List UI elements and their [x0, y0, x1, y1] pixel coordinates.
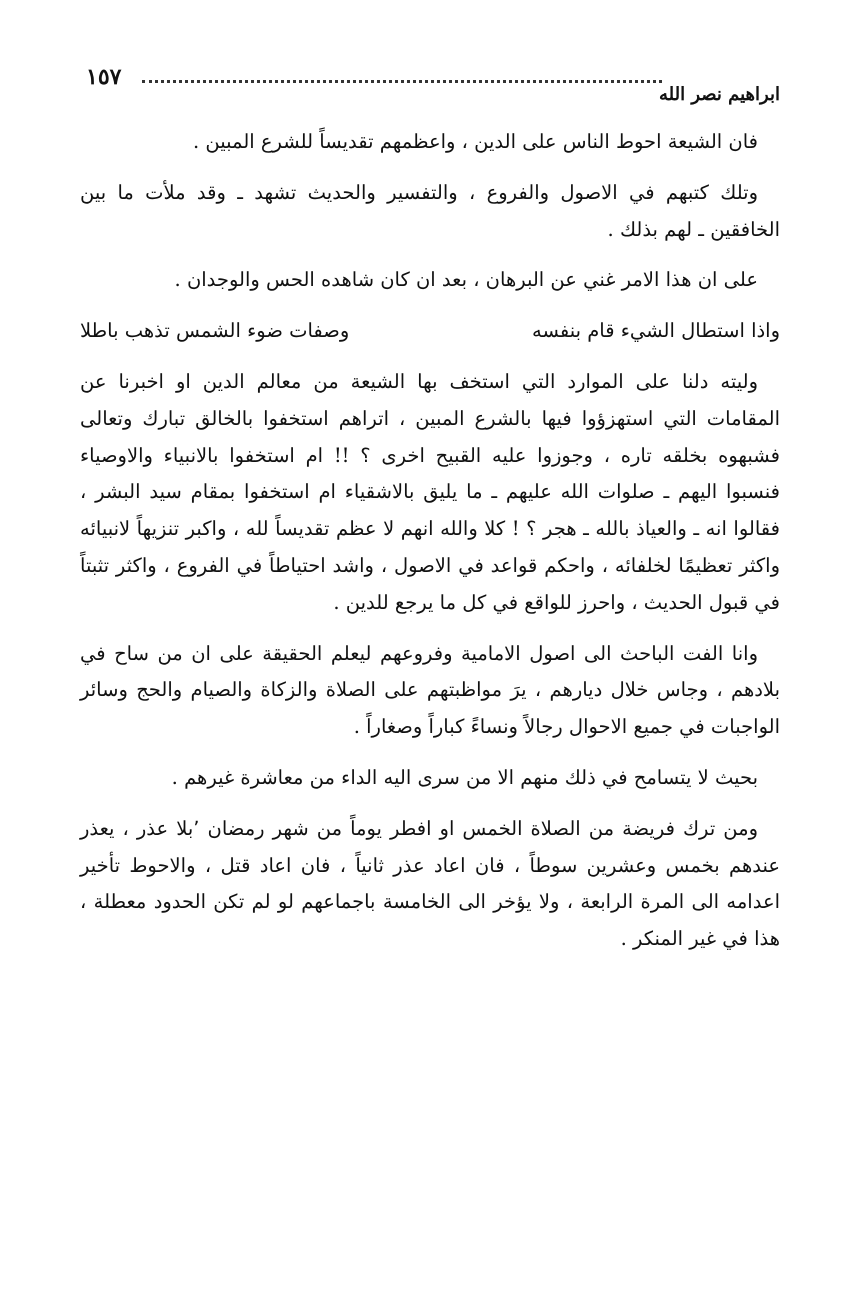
paragraph-7: ومن ترك فريضة من الصلاة الخمس او افطر يوماً من شهر رمضان ٬بلا عذر ، يعذر عندهم بخمس وعشرين سوطاً ، فان اعاد عذر ثانياً ، فان اعاد قتل ، والاحوط تأخير اعدامه الى المرة الرابعة ، ولا يؤخر الى الخامسة باجماعهم لو لم تكن الحدود معطلة ، هذا في غير المنكر .: [80, 816, 780, 951]
leader-dots: [142, 66, 662, 83]
running-title: ابراهيم نصر الله: [658, 84, 780, 105]
paragraph-1: فان الشيعة احوط الناس على الدين ، واعظمهم تقديساً للشرع المبين .: [193, 130, 758, 153]
body-text: [80, 124, 780, 958]
running-head: [80, 58, 780, 105]
book-page: [80, 58, 780, 972]
verse-second-hemistich: وصفات ضوء الشمس تذهب باطلا: [80, 319, 350, 343]
paragraph-2: وتلك كتبهم في الاصول والفروع ، والتفسير والحديث تشهد ـ وقد ملأت ما بين الخافقين ـ لهم بذلك .: [80, 180, 780, 241]
paragraph-3: على ان هذا الامر غني عن البرهان ، بعد ان كان شاهده الحس والوجدان .: [174, 268, 758, 292]
paragraph-4: وليته دلنا على الموارد التي استخف بها الشيعة من معالم الدين او اخبرنا عن المقامات التي استهزؤوا فيها بالشرع المبين ، اتراهم استخفوا بالخالق تبارك وتعالى فشبهوه بخلقه تاره ، وجوزوا عليه القبيح اخرى ؟ !! ام استخفوا بالانبياء والاوصياء فنسبوا اليهم ـ صلوات الله عليهم ـ ما يليق بالاشقياء ام استخفوا بمقام سيد البشر ، فقالوا انه ـ والعياذ بالله ـ هجر ؟ ! كلا والله انهم لا عظم تقديساً لله ، واكبر تنزيهاً لانبيائه واكثر تعظيمًا لخلفائه ، واحكم قواعد في الاصول ، واشد احتياطاً في الفروع ، واكثر تثبتاً في قبول الحديث ، واحرز للواقع في كل ما يرجع للدين .: [80, 369, 780, 614]
page-number: ١٥٧: [86, 64, 122, 90]
paragraph-6: بحيث لا يتسامح في ذلك منهم الا من سرى اليه الداء من معاشرة غيرهم .: [171, 765, 758, 789]
verse-first-hemistich: واذا استطال الشيء قام بنفسه: [531, 319, 780, 343]
paragraph-5: وانا الفت الباحث الى اصول الامامية وفروعهم ليعلم الحقيقة على ان من ساح في بلادهم ، وجاس خلال ديارهم ، يرَ مواظبتهم على الصلاة والزكاة والصيام والحج وسائر الواجبات في جميع الاحوال رجالاً ونساءً كباراً وصغاراً .: [80, 641, 780, 739]
poetry-verse: [80, 313, 780, 350]
